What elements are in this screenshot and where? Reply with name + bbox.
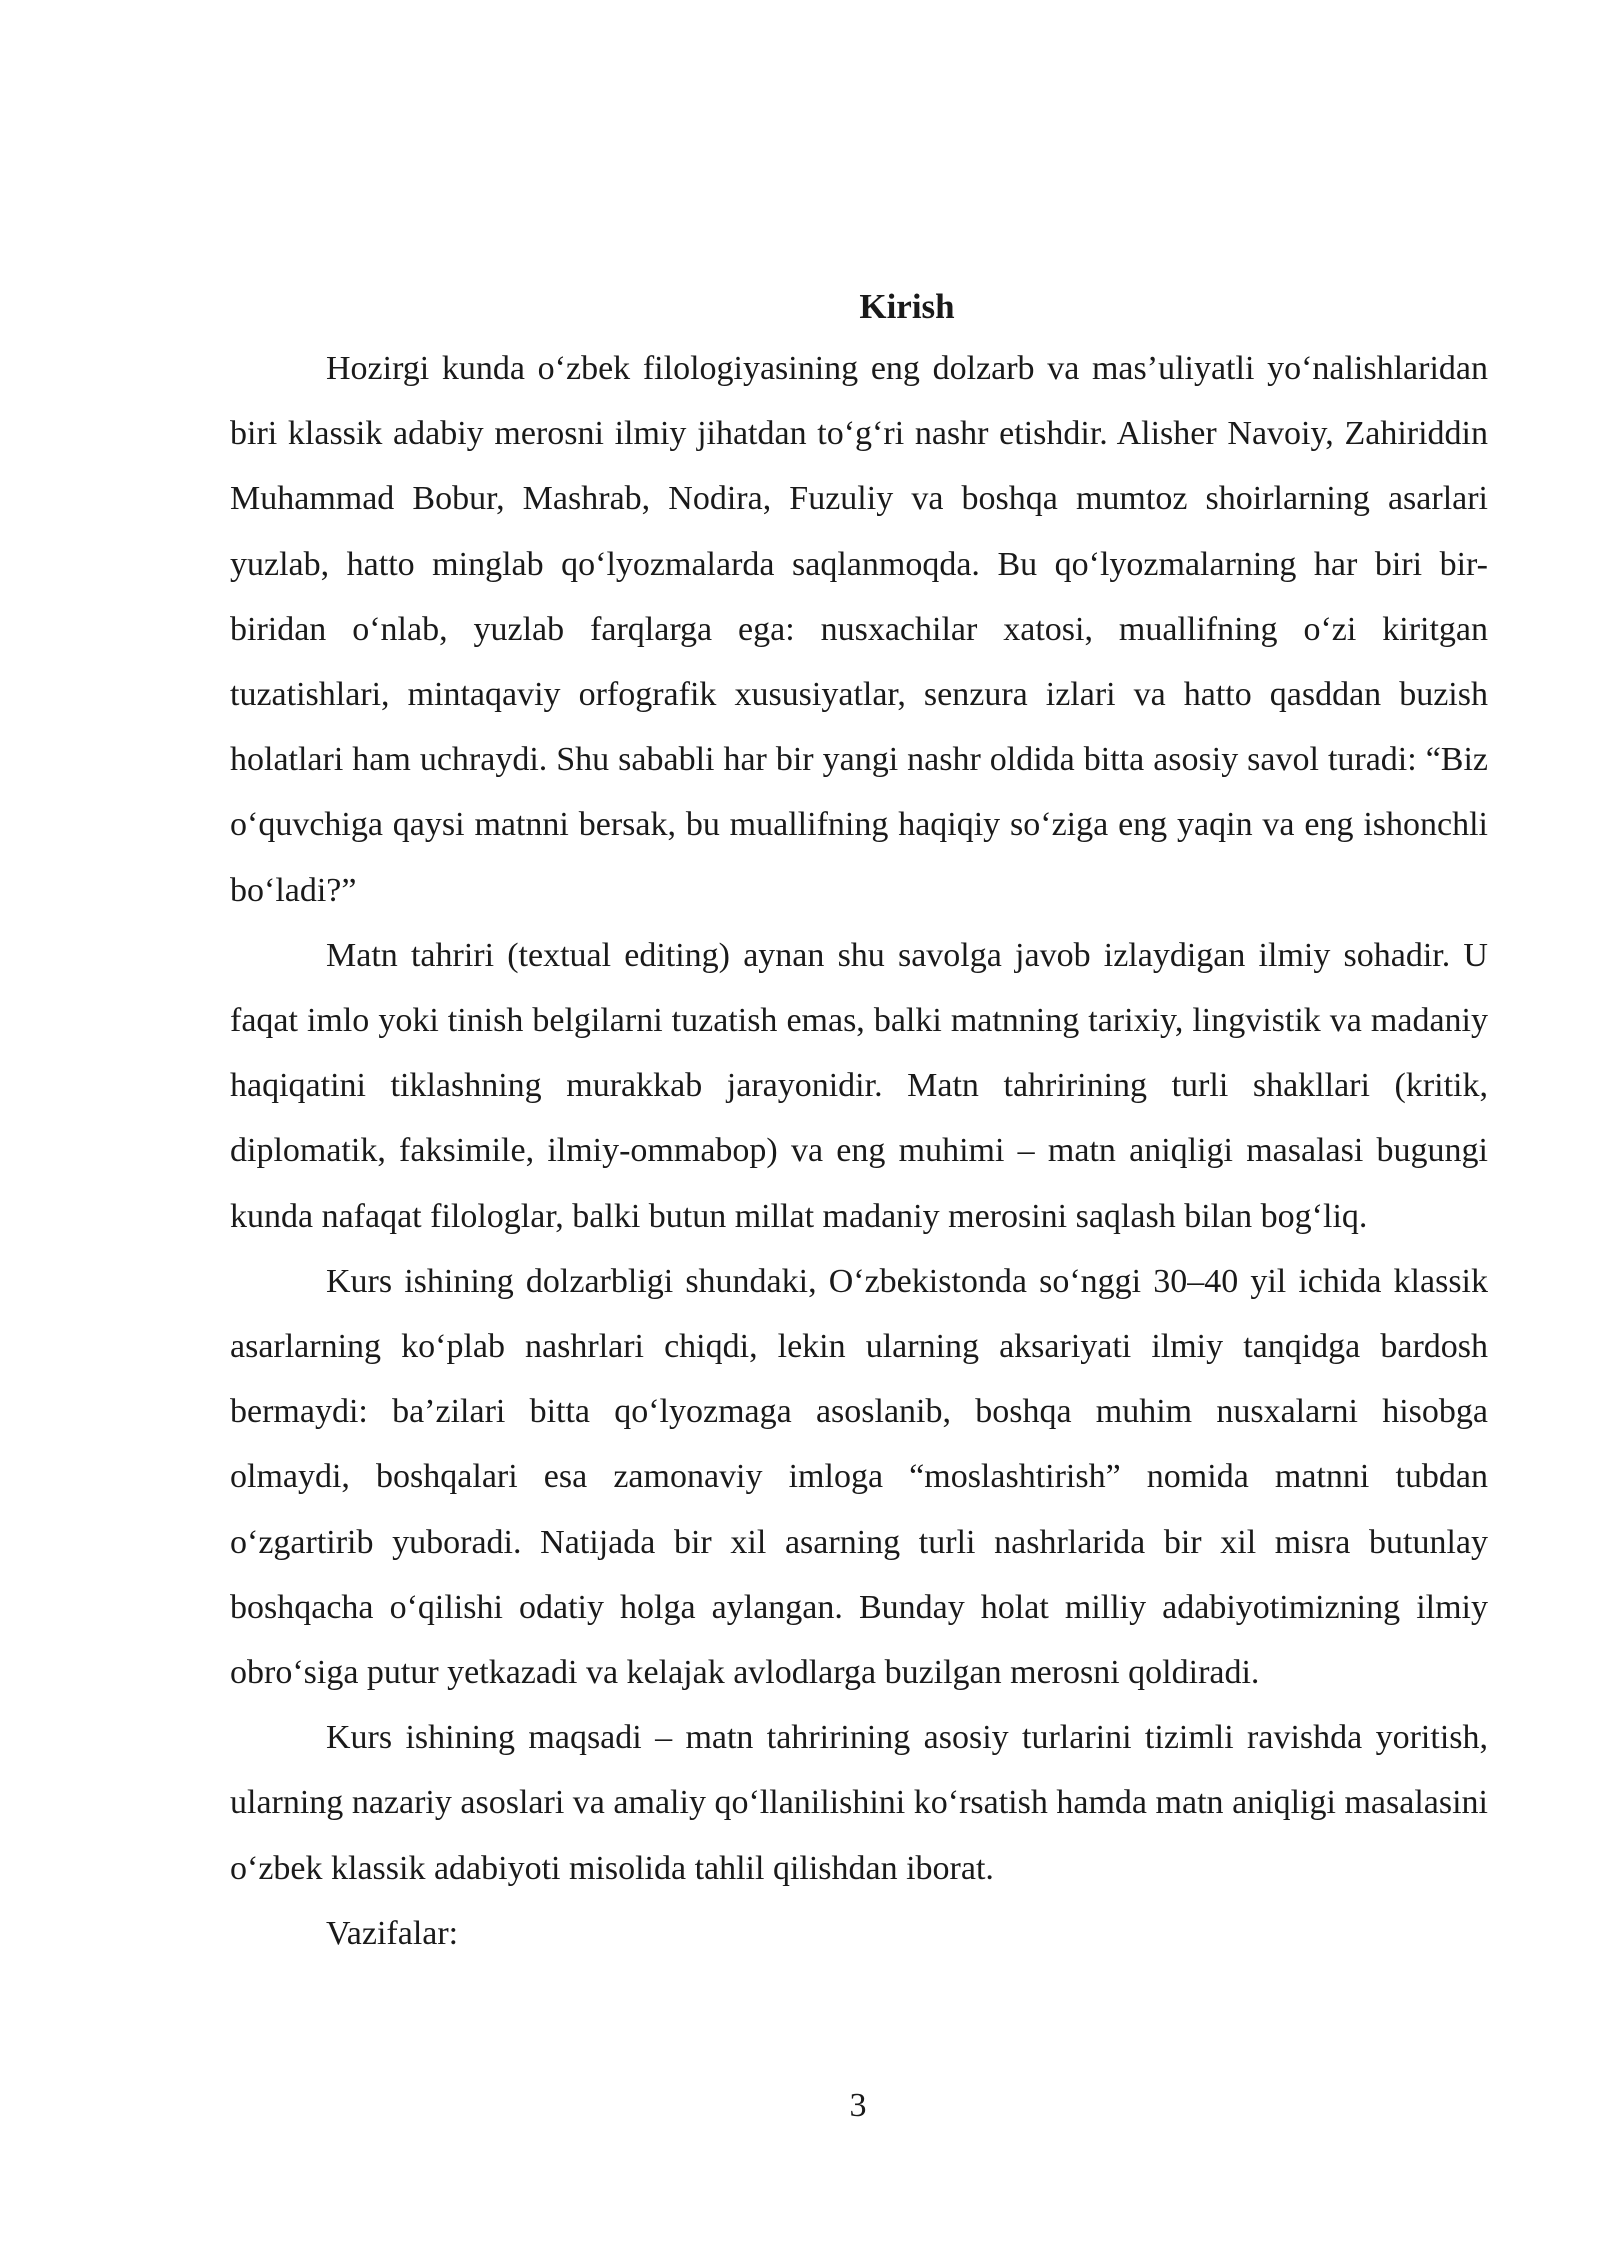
document-body <box>230 278 1488 1966</box>
paragraph-introduction: Hozirgi kunda o‘zbek filologiyasining eng dolzarb va mas’uliyatli yo‘nalishlaridan biri klassik adabiy merosni ilmiy jihatdan to‘g‘ri nashr etishdir. Alisher Navoiy, Zahiriddin Muhammad Bobur, Mashrab, Nodira, Fuzuliy va boshqa mumtoz shoirlarning asarlari yuzlab, hatto minglab qo‘lyozmalarda saqlanmoqda. Bu qo‘lyozmalarning har biri bir-biridan o‘nlab, yuzlab farqlarga ega: nusxachilar xatosi, muallifning o‘zi kiritgan tuzatishlari, mintaqaviy orfografik xususiyatlar, senzura izlari va hatto qasddan buzish holatlari ham uchraydi. Shu sababli har bir yangi nashr oldida bitta asosiy savol turadi: “Biz o‘quvchiga qaysi matnni bersak, bu muallifning haqiqiy so‘ziga eng yaqin va eng ishonchli bo‘ladi?” <box>230 350 1488 909</box>
paragraph-goal: Kurs ishining maqsadi – matn tahririning asosiy turlarini tizimli ravishda yoritish, ularning nazariy asoslari va amaliy qo‘llanilishini ko‘rsatish hamda matn aniqligi masalasini o‘zbek klassik adabiyoti misolida tahlil qilishdan iborat. <box>230 1719 1488 1887</box>
paragraph-textual-editing: Matn tahriri (textual editing) aynan shu savolga javob izlaydigan ilmiy sohadir. U faqat imlo yoki tinish belgilarni tuzatish emas, balki matnning tarixiy, lingvistik va madaniy haqiqatini tiklashning murakkab jarayonidir. Matn tahririning turli shakllari (kritik, diplomatik, faksimile, ilmiy-ommabop) va eng muhimi – matn aniqligi masalasi bugungi kunda nafaqat filologlar, balki butun millat madaniy merosini saqlash bilan bog‘liq. <box>230 936 1488 1235</box>
page-number: 3 <box>849 2087 867 2124</box>
paragraph-tasks-heading: Vazifalar: <box>326 1914 459 1952</box>
paragraph-relevance: Kurs ishining dolzarbligi shundaki, O‘zbekistonda so‘nggi 30–40 yil ichida klassik asarlarning ko‘plab nashrlari chiqdi, lekin ularning aksariyati ilmiy tanqidga bardosh bermaydi: ba’zilari bitta qo‘lyozmaga asoslanib, boshqa muhim nusxalarni hisobga olmaydi, boshqalari esa zamonaviy imloga “moslashtirish” nomida matnni tubdan o‘zgartirib yuboradi. Natijada bir xil asarning turli nashrlarida bir xil misra butunlay boshqacha o‘qilishi odatiy holga aylangan. Bunday holat milliy adabiyotimizning ilmiy obro‘siga putur yetkazadi va kelajak avlodlarga buzilgan merosni qoldiradi. <box>230 1262 1488 1692</box>
section-title: Kirish <box>859 287 955 326</box>
